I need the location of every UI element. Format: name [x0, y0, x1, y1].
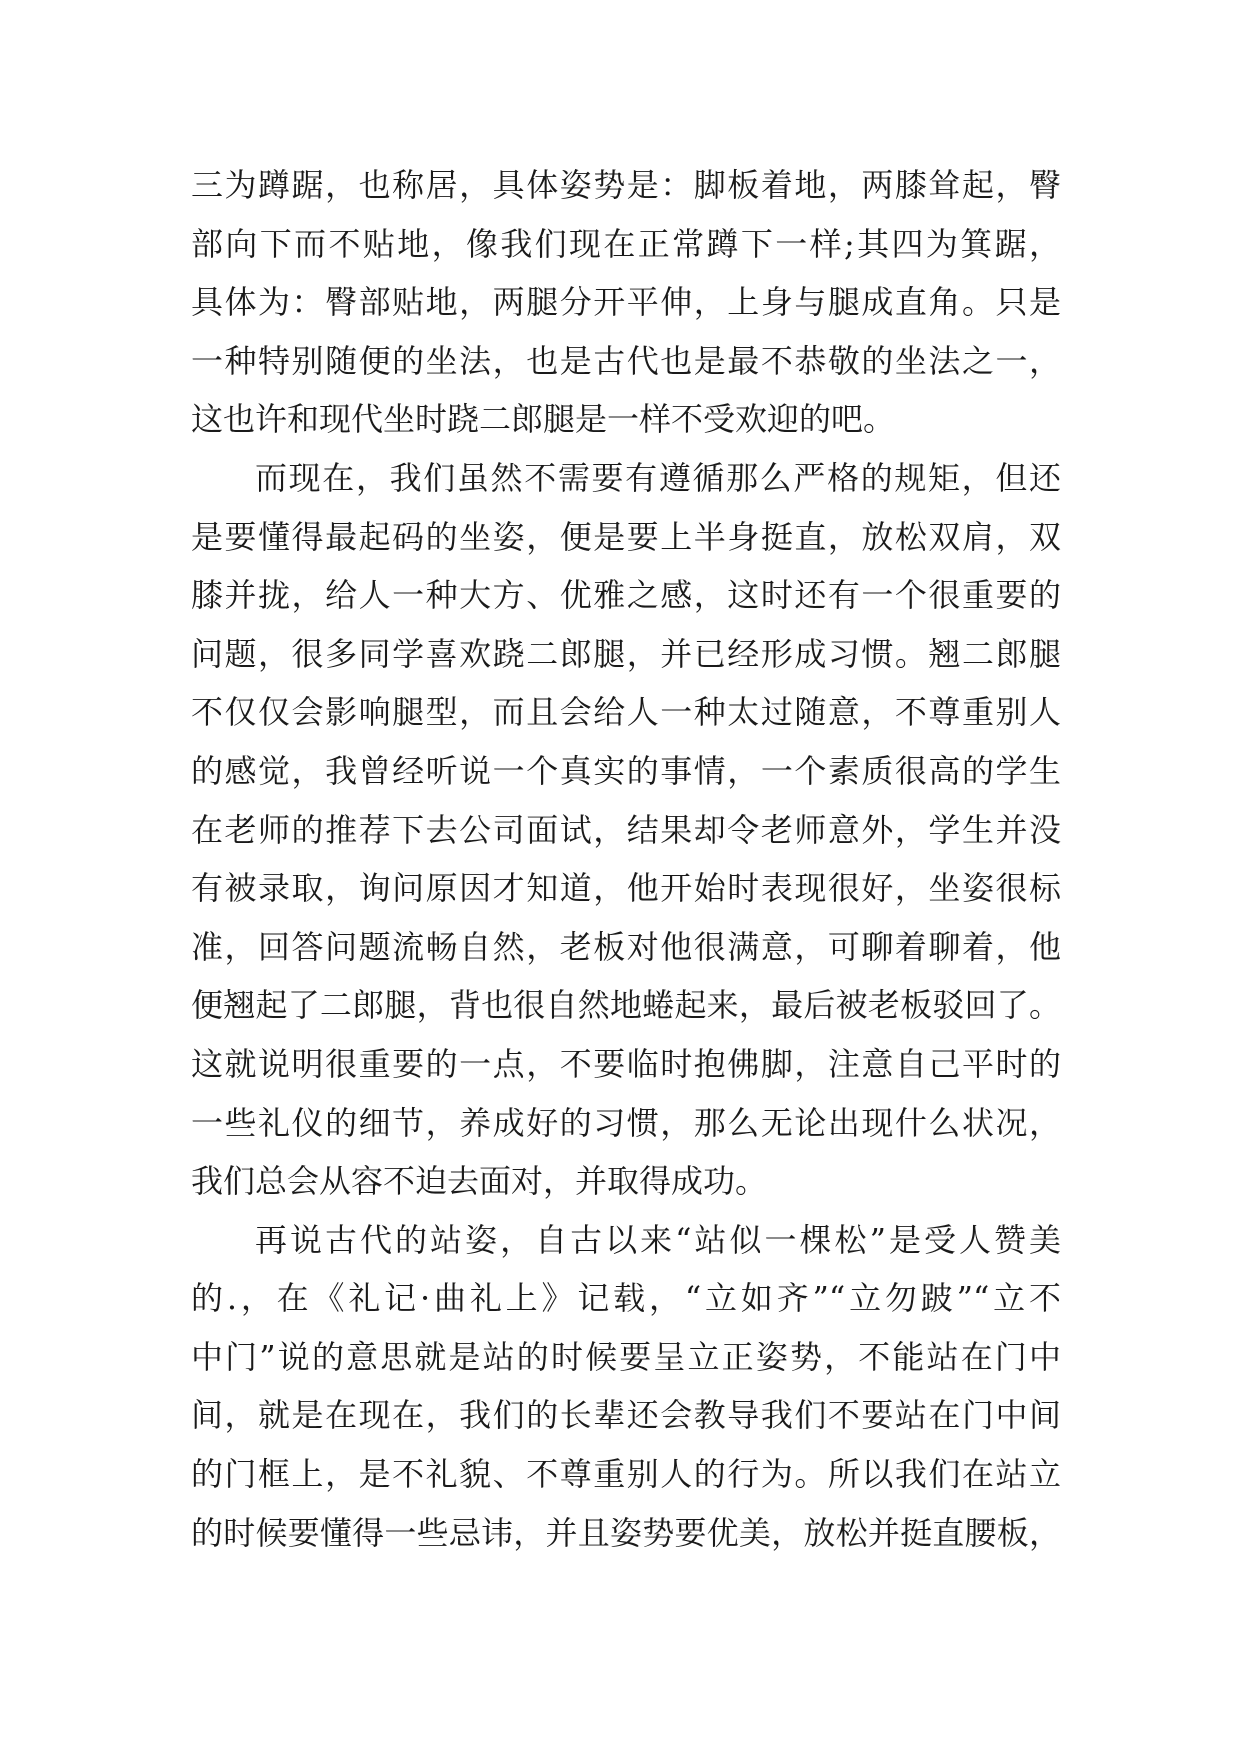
text-line: 问题，很多同学喜欢跷二郎腿，并已经形成习惯。翘二郎腿 [191, 634, 1061, 673]
text-line: 而现在，我们虽然不需要有遵循那么严格的规矩，但还 [255, 458, 1061, 497]
text-line: 有被录取，询问原因才知道，他开始时表现很好，坐姿很标 [191, 869, 1061, 908]
text-line: 具体为：臀部贴地，两腿分开平伸，上身与腿成直角。只是 [191, 283, 1061, 322]
text-line: 部向下而不贴地，像我们现在正常蹲下一样;其四为箕踞， [191, 224, 1061, 263]
text-line: 我们总会从容不迫去面对，并取得成功。 [191, 1162, 768, 1201]
text-line: 的时候要懂得一些忌讳，并且姿势要优美，放松并挺直腰板， [191, 1513, 1061, 1552]
text-line: 是要懂得最起码的坐姿，便是要上半身挺直，放松双肩，双 [191, 517, 1061, 556]
body-text [191, 156, 1061, 1562]
text-line: 不仅仅会影响腿型，而且会给人一种太过随意，不尊重别人 [191, 693, 1061, 732]
text-line: 这也许和现代坐时跷二郎腿是一样不受欢迎的吧。 [191, 400, 896, 439]
text-line: 的感觉，我曾经听说一个真实的事情，一个素质很高的学生 [191, 751, 1061, 790]
text-line: 在老师的推荐下去公司面试，结果却令老师意外，学生并没 [191, 810, 1061, 849]
text-line: 一种特别随便的坐法，也是古代也是最不恭敬的坐法之一， [191, 341, 1061, 380]
text-line: 膝并拢，给人一种大方、优雅之感，这时还有一个很重要的 [191, 576, 1061, 615]
text-line: 的门框上，是不礼貌、不尊重别人的行为。所以我们在站立 [191, 1455, 1061, 1494]
text-line: 便翘起了二郎腿，背也很自然地蜷起来，最后被老板驳回了。 [191, 986, 1061, 1025]
text-line: 一些礼仪的细节，养成好的习惯，那么无论出现什么状况， [191, 1103, 1061, 1142]
text-line: 准，回答问题流畅自然，老板对他很满意，可聊着聊着，他 [191, 927, 1061, 966]
text-line: 间，就是在现在，我们的长辈还会教导我们不要站在门中间 [191, 1396, 1061, 1435]
text-line: 的.，在《礼记·曲礼上》记载，“立如齐”“立勿跛”“立不 [191, 1279, 1061, 1318]
text-line: 再说古代的站姿，自古以来“站似一棵松”是受人赞美 [255, 1220, 1061, 1259]
text-line: 中门”说的意思就是站的时候要呈立正姿势，不能站在门中 [191, 1337, 1061, 1376]
text-line: 三为蹲踞，也称居，具体姿势是：脚板着地，两膝耸起，臀 [191, 166, 1061, 204]
text-line: 这就说明很重要的一点，不要临时抱佛脚，注意自己平时的 [191, 1044, 1061, 1083]
